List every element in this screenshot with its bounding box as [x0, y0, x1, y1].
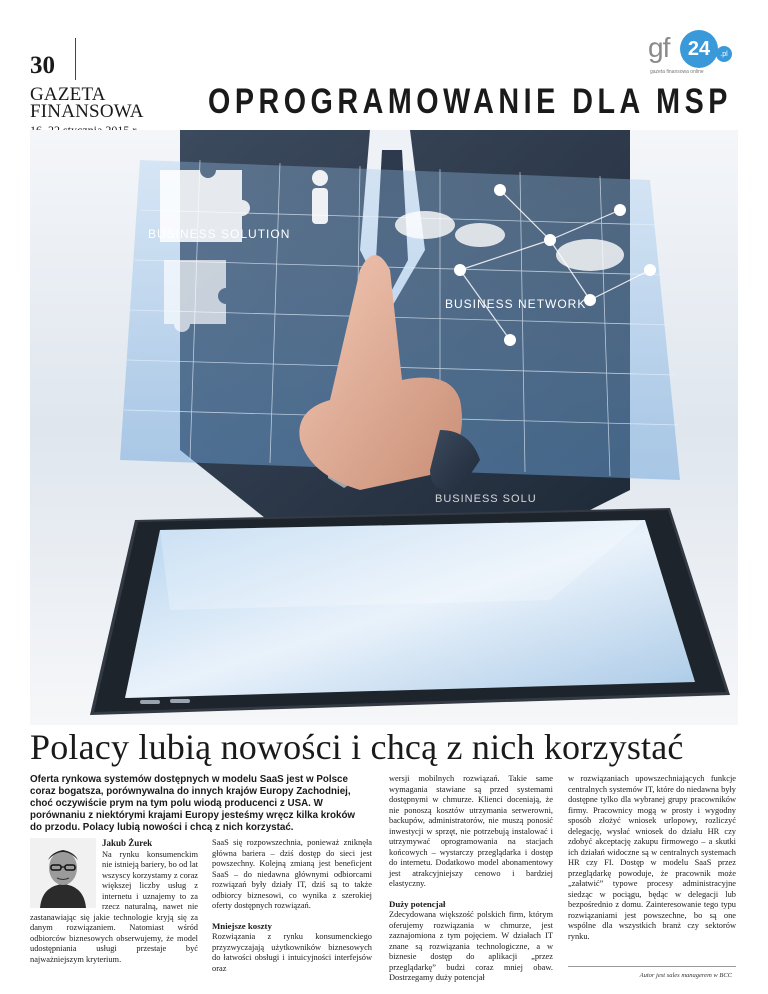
column-4-text: w rozwiązaniach upowszechniających funkcje centralnych systemów IT, które do niedawna były dostępne tylko dla wybranej grupy pracowników firmy. Pracownicy mogą w prosty i wygodny sposób złożyć wniosek urlopowy, rozliczyć delegację, wysłać wniosek do działu HR czy zdobyć akceptację zakupu firmowego – a skutki ich działań widoczne są w centralnych systemach HR czy FI. Dostęp w modelu SaaS przez przeglądarkę powoduje, że pracownik może „załatwić” typowe procesy administracyjne siedząc w pociągu, będąc w delegacji lub bezpośrednio z domu. Zainteresowanie tego typu rozwiązaniami jest powszechne, bo są one wspólne dla wszystkich branż czy sektorów rynku. [568, 774, 736, 941]
logo-pl: .pl [716, 46, 732, 62]
author-photo [30, 838, 96, 908]
article-column-1 [30, 838, 198, 965]
caption-business-solution: BUSINESS SOLUTION [148, 227, 291, 241]
hero-image [30, 130, 738, 725]
masthead-line2: FINANSOWA [30, 101, 144, 122]
tablet [90, 508, 730, 715]
column-2-text-2: Rozwiązania z rynku konsumenckiego przyzwyczajają użytkowników biznesowych do łatwości obsługi i intuicyjności interfejsów oraz [212, 932, 372, 973]
column-2-text: SaaS się rozpowszechnia, ponieważ zniknęła główna bariera – dziś dostęp do sieci jest powszechny. Kolejną zmianą jest beneficjent SaaS – do niedawna głównymi odbiorcami rozwiązań były działy IT, dziś są to także odbiorcy biznesowi, co wynika z szerokiej oferty dostępnych rozwiązań. [212, 838, 372, 910]
subhead-duzy-potencjal: Duży potencjał [389, 898, 446, 909]
column-3-text: wersji mobilnych rozwiązań. Takie same wymagania stawiane są przed systemami dostępnymi w chmurze. Klienci doceniają, że nie ponoszą kosztów utrzymania serwerowni, backupów, administratorów, nie muszą ponosić inwestycji w sprzęt, nie potrzebują instalować i utrzymywać oprogramowania na stacjach końcowych – wystarczy przeglądarka i dostęp do internetu. Dodatkowo model abonamentowy jest atrakcyjniejszy cenowo i bardziej elastyczny. [389, 774, 553, 888]
logo-circle: 24 [680, 30, 718, 68]
masthead-line1: GAZETA [30, 84, 106, 105]
subhead-mniejsze-koszty: Mniejsze koszty [212, 920, 272, 931]
author-note-rule [568, 966, 736, 967]
logo-gf: gf [648, 32, 670, 63]
hero-illustration [30, 130, 738, 725]
article-headline: Polacy lubią nowości i chcą z nich korzystać [30, 727, 684, 767]
caption-business-solution-bottom: BUSINESS SOLU [435, 493, 537, 505]
article-lead: Oferta rynkowa systemów dostępnych w modelu SaaS jest w Polsce coraz bogatsza, porównywalna do innych krajów Europy Zachodniej, choć oczywiście prym na tym polu wiodą producenci z USA. W porównaniu z niektórymi krajami Europy jesteśmy wręcz kilka kroków do przodu. Polacy lubią nowości i chcą z nich korzystać. [30, 774, 356, 833]
article-column-2 [212, 838, 372, 974]
header-divider [75, 38, 76, 80]
page-number: 30 [30, 52, 55, 79]
article-column-3 [389, 774, 553, 984]
caption-business-network: BUSINESS NETWORK [445, 297, 587, 311]
column-1-text: Na rynku konsumenckim nie istnieją bariery, bo od lat wszyscy korzystamy z coraz większej liczby usług z internetu i uznajemy to za rzecz naturalną, nawet nie zastanawiając się jakie technologie kryją się za danym rozwiązaniem. Natomiast wśród odbiorców biznesowych obserwujemy, że model udostępniania usługi przestaje być najważniejszym kryterium. [30, 849, 198, 964]
masthead [30, 85, 144, 136]
column-3-text-2: Zdecydowana większość polskich firm, którym oferujemy rozwiązania w chmurze, jest zaznajomiona z tym pojęciem. W działach IT znane są rozwiązania technologiczne, a w biznesie dostęp do aplikacji „przez przeglądarkę” budzi coraz mniej obaw. Dostrzegamy duży potencjał [389, 910, 553, 982]
author-name: Jakub Żurek [102, 838, 153, 848]
gf24-logo [648, 30, 740, 76]
article-column-4 [568, 774, 736, 942]
logo-tagline: gazeta finansowa online [650, 69, 704, 75]
author-note: Autor jest sales managerem w BCC [639, 972, 732, 979]
section-title: OPROGRAMOWANIE DLA MSP [208, 82, 732, 121]
